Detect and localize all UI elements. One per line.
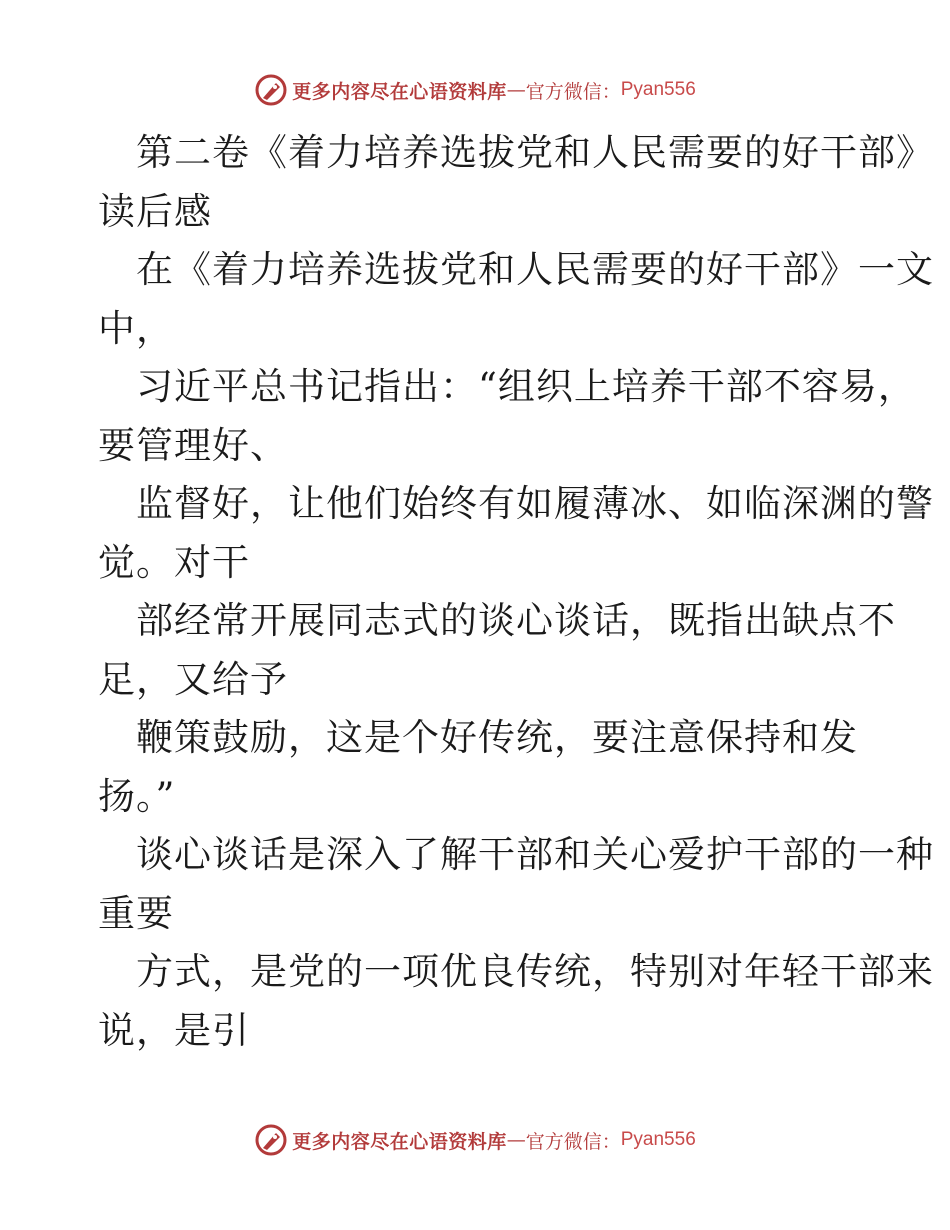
watermark-brand: 更多内容尽在心语资料库 xyxy=(292,80,507,103)
header-watermark xyxy=(0,72,950,108)
pen-nib-logo-icon xyxy=(254,1123,288,1157)
title-line-2: 读后感 xyxy=(98,189,212,233)
watermark-separator: — xyxy=(506,1129,526,1151)
paragraph-line: 说，是引 xyxy=(98,1008,250,1052)
watermark-brand: 更多内容尽在心语资料库 xyxy=(292,1130,507,1153)
paragraph-line: 扬。” xyxy=(98,774,176,818)
paragraph-line: 鞭策鼓励，这是个好传统，要注意保持和发 xyxy=(136,716,858,759)
paragraph-line: 中， xyxy=(98,306,174,350)
paragraph-line: 监督好，让他们始终有如履薄冰、如临深渊的警 xyxy=(136,482,934,525)
paragraph-line: 部经常开展同志式的谈心谈话，既指出缺点不 xyxy=(136,599,896,642)
paragraph-line: 方式，是党的一项优良传统，特别对年轻干部来 xyxy=(136,950,934,993)
paragraph-line: 觉。对干 xyxy=(98,540,250,584)
watermark-wechat-id: Pyan556 xyxy=(620,1129,696,1150)
title-line-1: 第二卷《着力培养选拔党和人民需要的好干部》 xyxy=(136,131,934,174)
paragraph-line: 要管理好、 xyxy=(98,423,288,467)
footer-watermark xyxy=(0,1122,950,1158)
watermark-wechat-label: 官方微信： xyxy=(525,80,621,103)
paragraph-line: 谈心谈话是深入了解干部和关心爱护干部的一种 xyxy=(136,833,934,876)
paragraph-line: 重要 xyxy=(98,891,174,935)
paragraph-line: 习近平总书记指出：“组织上培养干部不容易， xyxy=(136,365,916,408)
paragraph-line: 在《着力培养选拔党和人民需要的好干部》一文 xyxy=(136,248,934,291)
paragraph-line: 足，又给予 xyxy=(98,657,288,701)
watermark-separator: — xyxy=(506,79,526,101)
document-body xyxy=(98,124,934,1060)
watermark-wechat-label: 官方微信： xyxy=(525,1130,621,1153)
watermark-wechat-id: Pyan556 xyxy=(620,79,696,100)
pen-nib-logo-icon xyxy=(254,73,288,107)
